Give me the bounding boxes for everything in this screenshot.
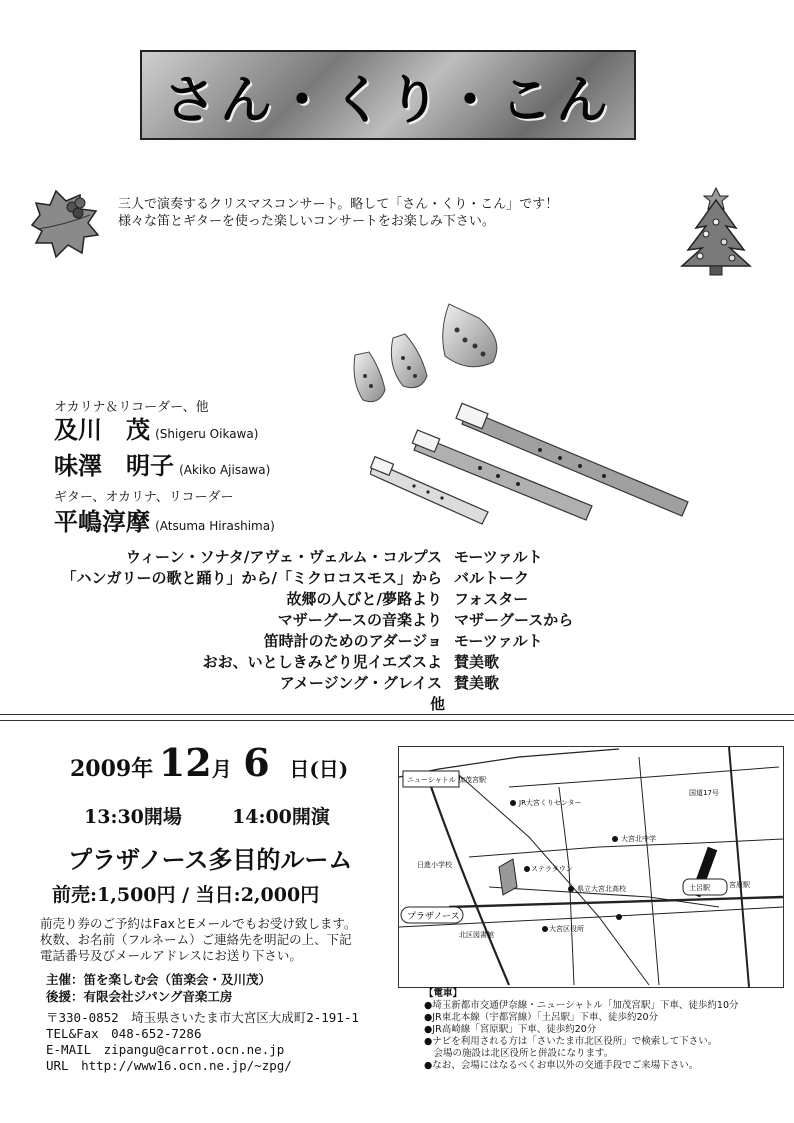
- ocarina-illustration: [345, 300, 515, 410]
- map-label-station: ステラタウン: [531, 865, 573, 873]
- map-label-plaza: プラザノース: [407, 912, 460, 922]
- performer-role-1: オカリナ＆リコーダー、他: [54, 400, 209, 415]
- program-composer: フォスター: [454, 590, 529, 608]
- event-month-unit: 月: [211, 757, 232, 781]
- intro-line-1: 三人で演奏するクリスマスコンサート。略して「さん・くり・こん」です！: [118, 197, 559, 212]
- event-venue: プラザノース多目的ルーム: [68, 845, 353, 874]
- divider-line: [0, 720, 794, 721]
- program-composer: バルトーク: [454, 569, 530, 587]
- performer-romaji: (Akiko Ajisawa): [179, 463, 271, 477]
- program-title: アメージング・グレイス: [279, 674, 442, 692]
- program-title: おお、いとしきみどり児イエズスよ: [202, 653, 442, 671]
- holly-leaf-icon: [24, 185, 104, 263]
- performer-romaji: (Atsuma Hirashima): [155, 519, 275, 533]
- reservation-note: [40, 916, 390, 964]
- performer-name: 味澤 明子: [54, 451, 174, 480]
- reservation-line: 電話番号及びメールアドレスにお送り下さい。: [40, 948, 302, 963]
- program-title: 故郷の人びと/夢路より: [286, 590, 442, 608]
- event-date: [70, 740, 348, 785]
- performer-name: 平嶋淳摩: [54, 507, 150, 536]
- event-year: 2009年: [70, 756, 154, 782]
- access-line: 会場の施設は北区役所と併設になります。: [424, 1048, 614, 1059]
- program-row: [40, 547, 770, 568]
- access-line: ●埼玉新都市交通伊奈線・ニューシャトル「加茂宮駅」下車、徒歩約10分: [424, 1000, 739, 1011]
- event-weekday: (日): [309, 757, 349, 781]
- intro-line-2: 様々な笛とギターを使った楽しいコンサートをお楽しみ下さい。: [118, 214, 495, 229]
- program-row: [40, 589, 770, 610]
- program-title: [40, 694, 454, 715]
- program-composer: 賛美歌: [454, 674, 500, 692]
- program-title: 笛時計のためのアダージョ: [263, 632, 442, 650]
- program-composer: モーツァルト: [454, 548, 543, 566]
- program-row: [40, 652, 770, 673]
- intro-text: [118, 196, 678, 230]
- map-label-p17: 国道17号: [689, 789, 719, 797]
- divider-line: [0, 714, 794, 715]
- program-composer: モーツァルト: [454, 632, 543, 650]
- event-start-time: 14:00開演: [232, 806, 330, 828]
- map-label-doro: 土呂駅: [689, 884, 710, 892]
- reservation-line: 前売り券のご予約はFaxとEメールでもお受け致します。: [40, 916, 357, 931]
- event-month: 12: [158, 740, 212, 785]
- event-day: 6: [243, 740, 270, 785]
- access-line: ●JR東北本線（宇都宮線）「土呂駅」下車、徒歩約20分: [424, 1012, 659, 1023]
- program-row: [40, 610, 770, 631]
- organizer: 主催：笛を楽しむ会（笛楽会・及川茂）: [46, 972, 272, 987]
- performer-role-3: ギター、オカリナ、リコーダー: [54, 490, 234, 505]
- map-label-lib: 北区図書館: [459, 931, 494, 939]
- program-row: [40, 568, 770, 589]
- venue-map: [398, 746, 784, 988]
- page-title: さん・くり・こん: [163, 70, 612, 131]
- access-line: ●なお、会場にはなるべくお車以外の交通手段でご来場下さい。: [424, 1060, 699, 1071]
- program-title: 「ハンガリーの歌と踊り」から/「ミクロコスモス」から: [61, 569, 442, 587]
- access-line: ●JR高崎線「宮原駅」下車、徒歩約20分: [424, 1024, 597, 1035]
- program-row: [40, 673, 770, 694]
- event-day-unit: 日: [289, 757, 310, 781]
- performer-1: [54, 410, 258, 445]
- contact-address: 〒330-0852 埼玉県さいたま市大宮区大成町2-191-1: [46, 1010, 359, 1025]
- access-info: [424, 988, 784, 1072]
- reservation-line: 枚数、お名前（フルネーム）ご連絡先を明記の上、下記: [40, 932, 352, 947]
- event-price: 前売:1,500円 / 当日:2,000円: [52, 884, 320, 906]
- performer-romaji: (Shigeru Oikawa): [155, 427, 259, 441]
- program-row: [40, 694, 770, 715]
- program-list: [40, 547, 770, 715]
- program-row: [40, 631, 770, 652]
- program-title: ウィーン・ソナタ/アヴェ・ヴェルム・コルプス: [125, 548, 442, 566]
- access-line: ●ナビを利用される方は「さいたま市北区役所」で検索して下さい。: [424, 1036, 718, 1047]
- recorder-illustration: [370, 400, 700, 530]
- program-title: マザーグースの音楽より: [277, 611, 442, 629]
- performer-3: [54, 502, 275, 537]
- contact-info: [46, 1010, 406, 1074]
- title-banner: [140, 50, 636, 140]
- contact-url[interactable]: URL http://www16.ocn.ne.jp/~zpg/: [46, 1058, 292, 1073]
- performer-2: [54, 446, 270, 481]
- sponsor: 後援：有限会社ジパング音楽工房: [46, 989, 233, 1004]
- contact-email[interactable]: E-MAIL zipangu@carrot.ocn.ne.jp: [46, 1042, 285, 1057]
- program-composer: マザーグースから: [454, 611, 574, 629]
- map-label-school2: 大宮北中学: [621, 835, 656, 843]
- map-label-school3: 県立大宮北高校: [577, 885, 626, 893]
- event-open-time: 13:30開場: [84, 806, 182, 828]
- map-label-school1: 日進小学校: [417, 861, 452, 869]
- map-label-kita: 大宮区役所: [549, 925, 584, 933]
- map-label-jr-center: JR大宮くりセンター: [519, 799, 582, 807]
- access-heading: 【電車】: [424, 988, 463, 999]
- performer-name: 及川 茂: [54, 415, 150, 444]
- program-composer: 賛美歌: [454, 653, 500, 671]
- program-composer: 他: [430, 695, 446, 713]
- christmas-tree-icon: [676, 182, 756, 278]
- map-label-newshuttle: ニューシャトル 加茂宮駅: [407, 776, 486, 784]
- map-label-saikyo: 宮原駅: [729, 881, 750, 889]
- contact-tel: TEL&Fax 048-652-7286: [46, 1026, 202, 1041]
